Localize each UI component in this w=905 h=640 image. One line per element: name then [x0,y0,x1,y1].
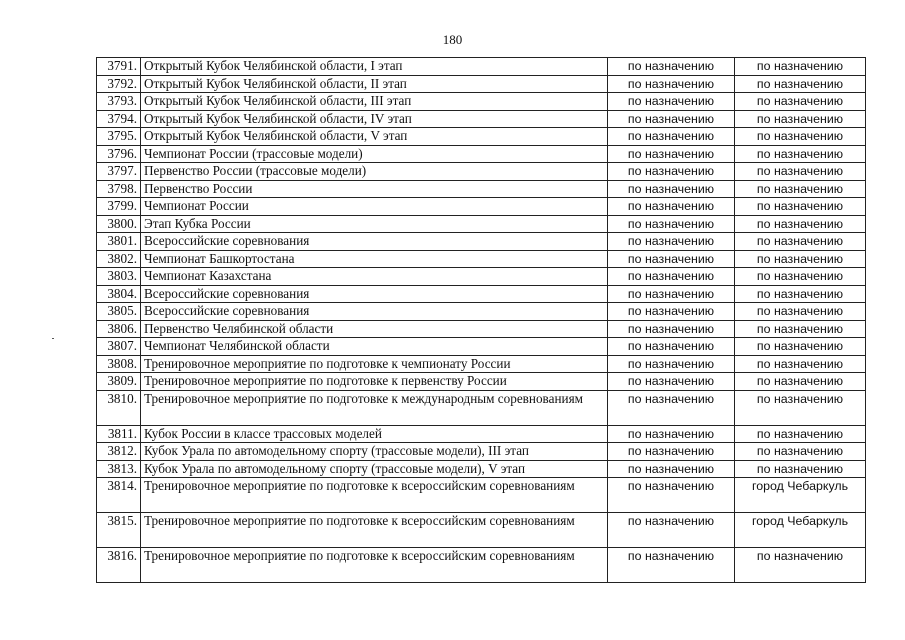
venue-assignment: по назначению [608,548,735,583]
event-name: Открытый Кубок Челябинской области, IV этап [141,110,608,128]
event-name: Чемпионат России (трассовые модели) [141,145,608,163]
row-number: 3801. [97,233,141,251]
location-assignment: по назначению [735,128,866,146]
event-name: Первенство России [141,180,608,198]
event-name: Тренировочное мероприятие по подготовке к международным соревнованиям [141,390,608,425]
row-number: 3816. [97,548,141,583]
venue-assignment: по назначению [608,215,735,233]
location-assignment: по назначению [735,425,866,443]
location-assignment: по назначению [735,180,866,198]
venue-assignment: по назначению [608,460,735,478]
table-row [97,460,866,478]
table-row [97,110,866,128]
event-name: Открытый Кубок Челябинской области, V этап [141,128,608,146]
venue-assignment: по назначению [608,58,735,76]
row-number: 3813. [97,460,141,478]
table-row [97,198,866,216]
row-number: 3802. [97,250,141,268]
location-assignment: по назначению [735,110,866,128]
event-name: Всероссийские соревнования [141,233,608,251]
event-name: Кубок России в классе трассовых моделей [141,425,608,443]
event-name: Всероссийские соревнования [141,285,608,303]
row-number: 3803. [97,268,141,286]
table-row [97,355,866,373]
table-row [97,128,866,146]
event-name: Первенство Челябинской области [141,320,608,338]
row-number: 3814. [97,478,141,513]
row-number: 3815. [97,513,141,548]
row-number: 3798. [97,180,141,198]
table-row [97,180,866,198]
table-row [97,285,866,303]
event-name: Чемпионат России [141,198,608,216]
event-name: Всероссийские соревнования [141,303,608,321]
table-row [97,145,866,163]
location-assignment: по назначению [735,75,866,93]
table-row [97,250,866,268]
location-assignment: город Чебаркуль [735,513,866,548]
events-table [96,57,866,583]
event-name: Открытый Кубок Челябинской области, III этап [141,93,608,111]
row-number: 3811. [97,425,141,443]
table-row [97,303,866,321]
venue-assignment: по назначению [608,128,735,146]
page-number: 180 [442,32,463,47]
location-assignment: по назначению [735,145,866,163]
event-name: Открытый Кубок Челябинской области, I этап [141,58,608,76]
venue-assignment: по назначению [608,320,735,338]
table-row [97,320,866,338]
venue-assignment: по назначению [608,163,735,181]
row-number: 3794. [97,110,141,128]
row-number: 3810. [97,390,141,425]
row-number: 3797. [97,163,141,181]
row-number: 3792. [97,75,141,93]
location-assignment: по назначению [735,268,866,286]
venue-assignment: по назначению [608,93,735,111]
location-assignment: по назначению [735,198,866,216]
venue-assignment: по назначению [608,250,735,268]
event-name: Чемпионат Челябинской области [141,338,608,356]
table-row [97,93,866,111]
table-row [97,425,866,443]
table-row [97,338,866,356]
venue-assignment: по назначению [608,425,735,443]
venue-assignment: по назначению [608,180,735,198]
row-number: 3804. [97,285,141,303]
event-name: Кубок Урала по автомодельному спорту (трассовые модели), III этап [141,443,608,461]
event-name: Кубок Урала по автомодельному спорту (трассовые модели), V этап [141,460,608,478]
event-name: Первенство России (трассовые модели) [141,163,608,181]
location-assignment: по назначению [735,303,866,321]
row-number: 3807. [97,338,141,356]
table-row [97,548,866,583]
table-row [97,373,866,391]
location-assignment: по назначению [735,163,866,181]
row-number: 3805. [97,303,141,321]
table-row [97,233,866,251]
venue-assignment: по назначению [608,75,735,93]
location-assignment: по назначению [735,460,866,478]
location-assignment: по назначению [735,233,866,251]
event-name: Чемпионат Башкортостана [141,250,608,268]
venue-assignment: по назначению [608,233,735,251]
row-number: 3812. [97,443,141,461]
row-number: 3791. [97,58,141,76]
venue-assignment: по назначению [608,268,735,286]
location-assignment: по назначению [735,93,866,111]
venue-assignment: по назначению [608,285,735,303]
venue-assignment: по назначению [608,443,735,461]
scan-speck [52,338,54,339]
table-row [97,58,866,76]
venue-assignment: по назначению [608,303,735,321]
row-number: 3793. [97,93,141,111]
venue-assignment: по назначению [608,145,735,163]
venue-assignment: по назначению [608,355,735,373]
row-number: 3795. [97,128,141,146]
location-assignment: по назначению [735,338,866,356]
events-table-body [97,58,866,583]
location-assignment: по назначению [735,215,866,233]
location-assignment: по назначению [735,320,866,338]
row-number: 3799. [97,198,141,216]
row-number: 3808. [97,355,141,373]
venue-assignment: по назначению [608,478,735,513]
venue-assignment: по назначению [608,110,735,128]
location-assignment: по назначению [735,355,866,373]
venue-assignment: по назначению [608,513,735,548]
table-row [97,513,866,548]
event-name: Тренировочное мероприятие по подготовке к всероссийским соревнованиям [141,478,608,513]
table-row [97,163,866,181]
location-assignment: по назначению [735,548,866,583]
table-row [97,75,866,93]
event-name: Тренировочное мероприятие по подготовке к всероссийским соревнованиям [141,513,608,548]
event-name: Чемпионат Казахстана [141,268,608,286]
table-row [97,443,866,461]
venue-assignment: по назначению [608,198,735,216]
table-row [97,215,866,233]
location-assignment: по назначению [735,285,866,303]
location-assignment: город Чебаркуль [735,478,866,513]
event-name: Этап Кубка России [141,215,608,233]
event-name: Тренировочное мероприятие по подготовке к чемпионату России [141,355,608,373]
venue-assignment: по назначению [608,373,735,391]
location-assignment: по назначению [735,443,866,461]
location-assignment: по назначению [735,373,866,391]
row-number: 3800. [97,215,141,233]
table-row [97,268,866,286]
row-number: 3806. [97,320,141,338]
event-name: Тренировочное мероприятие по подготовке к первенству России [141,373,608,391]
table-row [97,390,866,425]
row-number: 3796. [97,145,141,163]
location-assignment: по назначению [735,58,866,76]
event-name: Открытый Кубок Челябинской области, II этап [141,75,608,93]
location-assignment: по назначению [735,390,866,425]
venue-assignment: по назначению [608,338,735,356]
event-name: Тренировочное мероприятие по подготовке к всероссийским соревнованиям [141,548,608,583]
location-assignment: по назначению [735,250,866,268]
row-number: 3809. [97,373,141,391]
table-row [97,478,866,513]
venue-assignment: по назначению [608,390,735,425]
